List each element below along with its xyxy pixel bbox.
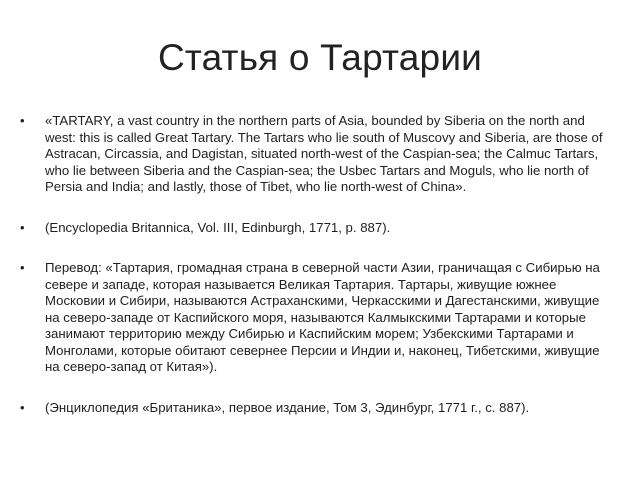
bullet-list	[20, 113, 605, 416]
bullet-text: Перевод: «Тартария, громадная страна в северной части Азии, граничащая с Сибирью на севере и западе, которая называется Великая Тартария. Тартары, живущие южнее Московии и Сибири, называются Астраханскими, Черкасскими и Дагестанскими, живущие на северо-западе от Каспийского моря, называются Калмыкскими Тартарами и которые занимают территорию между Сибирью и Каспийским морем; Узбекскими Тартарами и Монголами, которые обитают севернее Персии и Индии и, наконец, Тибетскими, живущие на северо-запад от Китая»).	[45, 260, 600, 374]
bullet-item-source-russian	[20, 400, 605, 417]
bullet-item-quote-english	[20, 113, 605, 196]
slide-title: Статья о Тартарии	[157, 37, 483, 78]
bullet-dot-icon: •	[20, 260, 25, 275]
bullet-text: (Энциклопедия «Британика», первое издание, Том 3, Эдинбург, 1771 г., с. 887).	[45, 399, 530, 415]
bullet-item-source-english	[20, 220, 605, 237]
bullet-dot-icon: •	[20, 219, 25, 235]
bullet-item-translation-russian	[20, 260, 605, 376]
bullet-dot-icon: •	[20, 399, 25, 415]
bullet-dot-icon: •	[20, 113, 25, 128]
bullet-text: (Encyclopedia Britannica, Vol. III, Edinburgh, 1771, p. 887).	[45, 219, 391, 235]
bullet-text: «TARTARY, a vast country in the northern parts of Asia, bounded by Siberia on the north and west: this is called Great Tartary. The Tartars who lie south of Muscovy and Siberia, are those of Astracan, Circassia, and Dagistan, situated north-west of the Caspian-sea; the Calmuc Tartars, who lie between Siberia and the Caspian-sea; the Usbec Tartars and Moguls, who lie north of Persia and India; and lastly, those of Tibet, who lie north-west of China».	[45, 113, 603, 194]
